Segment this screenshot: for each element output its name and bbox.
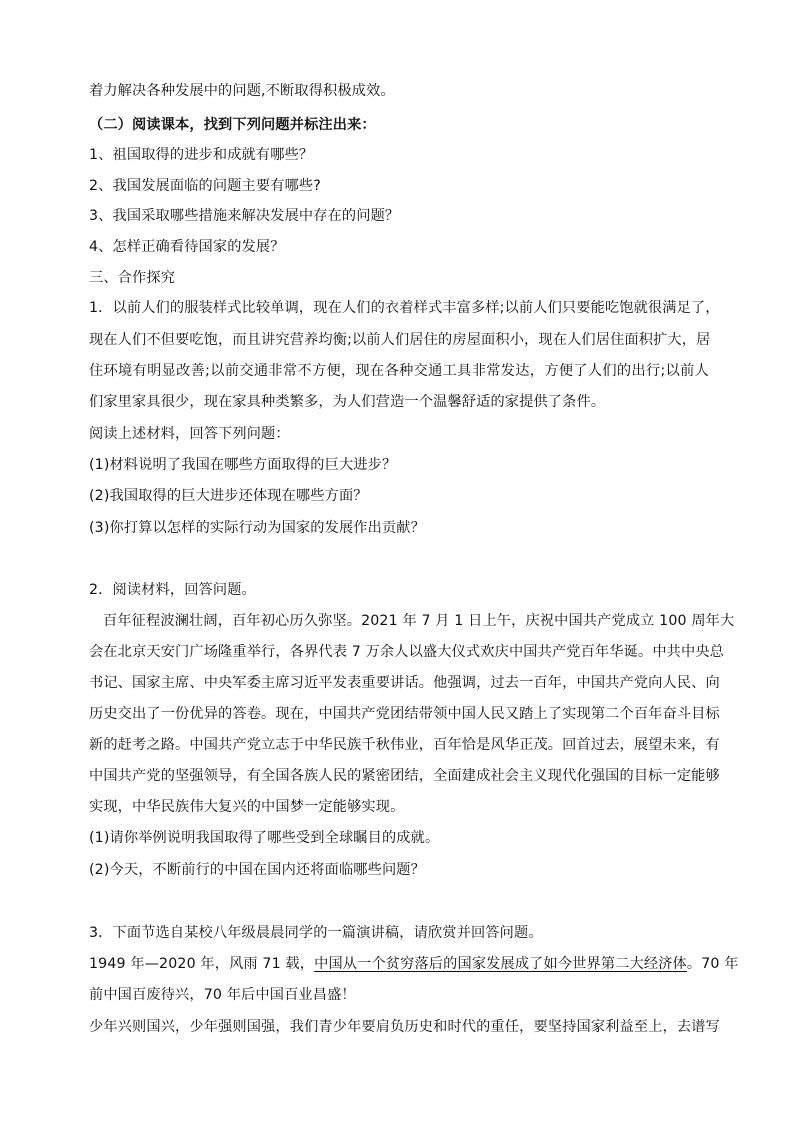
- speech-text-line: 前中国百废待兴，70 年后中国百业昌盛！: [89, 987, 356, 1003]
- question-item: 2、我国发展面临的问题主要有哪些?: [89, 178, 321, 194]
- material-text-line: 历史交出了一份优异的答卷。现在，中国共产党团结带领中国人民又踏上了实现第二个百年奋斗目标: [89, 706, 720, 722]
- question-item: (2)今天，不断前行的中国在国内还将面临哪些问题？: [89, 862, 425, 878]
- question-item: (3)你打算以怎样的实际行动为国家的发展作出贡献？: [89, 520, 425, 536]
- material-text-line: 新的赶考之路。中国共产党立志于中华民族千秋伟业，百年恰是风华正茂。回首过去，展望未来，有: [89, 737, 720, 753]
- speech-text-line: [89, 954, 739, 974]
- question-item: (2)我国取得的巨大进步还体现在哪些方面？: [89, 488, 368, 504]
- material-text-line: 1．以前人们的服装样式比较单调，现在人们的衣着样式丰富多样;以前人们只要能吃饱就很满足了，: [89, 300, 720, 316]
- instruction-line: 阅读上述材料，回答下列问题：: [89, 426, 290, 442]
- speech-text-segment: 。70 年: [686, 956, 739, 972]
- material-text-line: 实现，中华民族伟大复兴的中国梦一定能够实现。: [89, 799, 405, 815]
- material-text-line: 百年征程波澜壮阔，百年初心历久弥坚。2021 年 7 月 1 日上午，庆祝中国共产党成立 100 周年大: [103, 613, 735, 629]
- text-line: 着力解决各种发展中的问题,不断取得积极成效。: [89, 83, 395, 99]
- material-text-line: 现在人们不但要吃饱，而且讲究营养均衡;以前人们居住的房屋面积小，现在人们居住面积扩大，居: [89, 332, 711, 348]
- question-item: (1)请你举例说明我国取得了哪些受到全球瞩目的成就。: [89, 830, 440, 846]
- material-text-line: 会在北京天安门广场隆重举行，各界代表 7 万余人以盛大仪式欢庆中国共产党百年华诞。中共中央总: [89, 644, 725, 660]
- material-text-line: 住环境有明显改善;以前交通非常不方便，现在各种交通工具非常发达，方便了人们的出行;以前人: [89, 363, 709, 379]
- section-heading: 三、合作探究: [89, 270, 176, 286]
- question-item: (1)材料说明了我国在哪些方面取得的巨大进步？: [89, 457, 397, 473]
- underlined-phrase: 中国从一个贫穷落后的国家发展成了如今世界第二大经济体: [314, 956, 687, 972]
- question-heading: 2．阅读材料，回答问题。: [89, 582, 256, 598]
- speech-text-line: 少年兴则国兴，少年强则国强，我们青少年要肩负历史和时代的重任，要坚持国家利益至上，去谱写: [89, 1019, 720, 1035]
- material-text-line: 书记、国家主席、中央军委主席习近平发表重要讲话。他强调，过去一百年，中国共产党向人民、向: [89, 675, 720, 691]
- question-heading: 3．下面节选自某校八年级晨晨同学的一篇演讲稿，请欣赏并回答问题。: [89, 925, 543, 941]
- section-heading: （二）阅读课本，找到下列问题并标注出来：: [89, 117, 376, 133]
- material-text-line: 中国共产党的坚强领导，有全国各族人民的紧密团结，全面建成社会主义现代化强国的目标一定能够: [89, 768, 720, 784]
- question-item: 1、祖国取得的进步和成就有哪些？: [89, 147, 314, 163]
- material-text-line: 们家里家具很少，现在家具种类繁多，为人们营造一个温馨舒适的家提供了条件。: [89, 394, 606, 410]
- question-item: 4、怎样正确看待国家的发展？: [89, 239, 285, 255]
- speech-text-segment: 1949 年—2020 年，风雨 71 载，: [89, 956, 315, 972]
- question-item: 3、我国采取哪些措施来解决发展中存在的问题？: [89, 208, 400, 224]
